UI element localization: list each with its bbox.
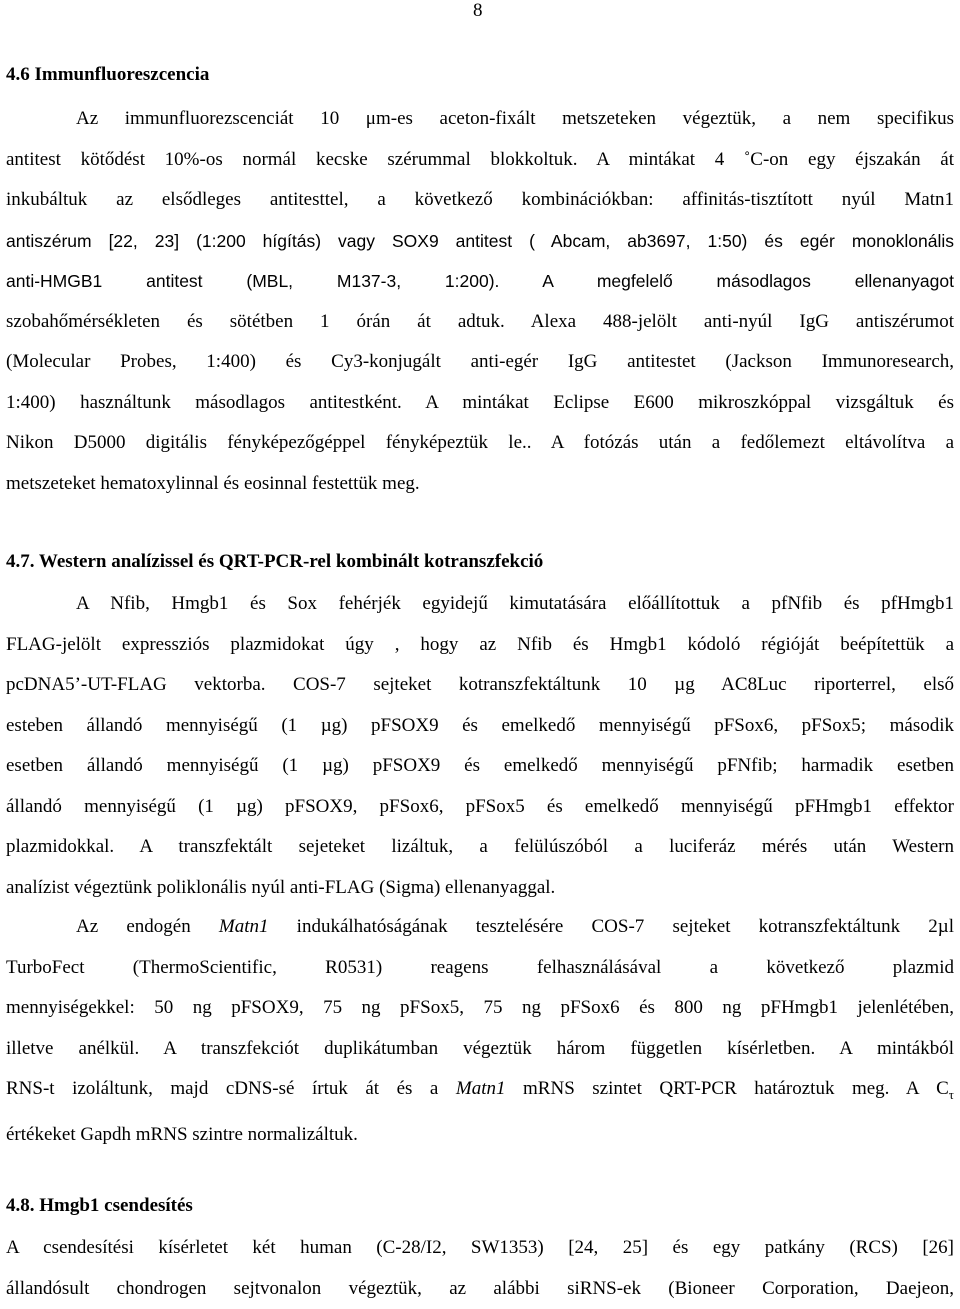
page-number: 8 [473, 0, 483, 22]
text-line: plazmidokkal. A transzfektált sejeteket lizáltuk, a felülúszóból a luciferáz mérés után Western [6, 827, 954, 868]
text-line: állandó mennyiségű (1 µg) pFSOX9, pFSox6, pFSox5 és emelkedő mennyiségű pFHmgb1 effektor [6, 787, 954, 828]
text-line: értékeket Gapdh mRNS szintre normalizáltuk. [6, 1115, 954, 1156]
text-line: antiszérum [22, 23] (1:200 hígítás) vagy SOX9 antitest ( Abcam, ab3697, 1:50) és egér monoklonális [6, 221, 954, 262]
section-heading-4-8: 4.8. Hmgb1 csendesítés [6, 1195, 193, 1217]
text-line: analízist végeztünk poliklonális nyúl anti-FLAG (Sigma) ellenanyaggal. [6, 868, 954, 909]
text-line: pcDNA5’-UT-FLAG vektorba. COS-7 sejteket kotranszfektáltunk 10 µg AC8Luc riporterrel, első [6, 665, 954, 706]
text-line: szobahőmérsékleten és sötétben 1 órán át adtuk. Alexa 488-jelölt anti-nyúl IgG antiszérumot [6, 302, 954, 343]
text-line: antitest kötődést 10%-os normál kecske szérummal blokkoltuk. A mintákat 4 ˚C-on egy éjszakán át [6, 140, 954, 181]
text-line: Az immunfluorezscenciát 10 μm-es aceton-fixált metszeteken végeztük, a nem specifikus [6, 99, 954, 140]
text-line: Nikon D5000 digitális fényképezőgéppel fényképeztük le.. A fotózás után a fedőlemezt eltávolítva a [6, 423, 954, 464]
text-line: esteben állandó mennyiségű (1 µg) pFSOX9 és emelkedő mennyiségű pFSox6, pFSox5; második [6, 706, 954, 747]
text-line: metszeteket hematoxylinnal és eosinnal festettük meg. [6, 464, 954, 505]
text-line: A csendesítési kísérletet két human (C-28/I2, SW1353) [24, 25] és egy patkány (RCS) [26] [6, 1228, 954, 1269]
paragraph-qrt-pcr [6, 907, 954, 1156]
text-line: esetben állandó mennyiségű (1 µg) pFSOX9 és emelkedő mennyiségű pFNfib; harmadik esetben [6, 746, 954, 787]
text-line: 1:400) használtunk másodlagos antitestként. A mintákat Eclipse E600 mikroszkóppal vizsgáltuk és [6, 383, 954, 424]
text-line: inkubáltuk az elsődleges antitesttel, a következő kombinációkban: affinitás-tisztított nyúl Matn1 [6, 180, 954, 221]
gene-name: Matn1 [219, 916, 269, 937]
text-line: TurboFect (ThermoScientific, R0531) reagens felhasználásával a következő plazmid [6, 948, 954, 989]
text-line: illetve anélkül. A transzfekciót duplikátumban végeztük három független kísérletben. A mintákból [6, 1029, 954, 1070]
text-line: (Molecular Probes, 1:400) és Cy3-konjugált anti-egér IgG antitestet (Jackson Immunoresearch, [6, 342, 954, 383]
text-line: állandósult chondrogen sejtvonalon végeztük, az alábbi siRNS-ek (Bioneer Corporation, Daejeon, [6, 1269, 954, 1309]
text-line: A Nfib, Hmgb1 és Sox fehérjék egyidejű kimutatására előállítottuk a pfNfib és pfHmgb1 [6, 584, 954, 625]
section-heading-4-7: 4.7. Western analízissel és QRT-PCR-rel kombinált kotranszfekció [6, 551, 543, 573]
paragraph-silencing [6, 1228, 954, 1309]
paragraph-western [6, 584, 954, 908]
gene-name: Matn1 [456, 1078, 506, 1099]
paragraph-immunfluorescence [6, 99, 954, 504]
text-line: FLAG-jelölt expressziós plazmidokat úgy , hogy az Nfib és Hmgb1 kódoló régióját beépítettük a [6, 625, 954, 666]
text-line: anti-HMGB1 antitest (MBL, M137-3, 1:200). A megfelelő másodlagos ellenanyagot [6, 261, 954, 302]
section-heading-4-6: 4.6 Immunfluoreszcencia [6, 64, 209, 86]
text-line: Az endogén Matn1 indukálhatóságának tesztelésére COS-7 sejteket kotranszfektáltunk 2µl [6, 907, 954, 948]
subscript: τ [949, 1087, 954, 1102]
text-line: RNS-t izoláltunk, majd cDNS-sé írtuk át és a Matn1 mRNS szintet QRT-PCR határoztuk meg. A $C_\tau$ [6, 1069, 954, 1115]
text-line: mennyiségekkel: 50 ng pFSOX9, 75 ng pFSox5, 75 ng pFSox6 és 800 ng pFHmgb1 jelenlétében, [6, 988, 954, 1029]
